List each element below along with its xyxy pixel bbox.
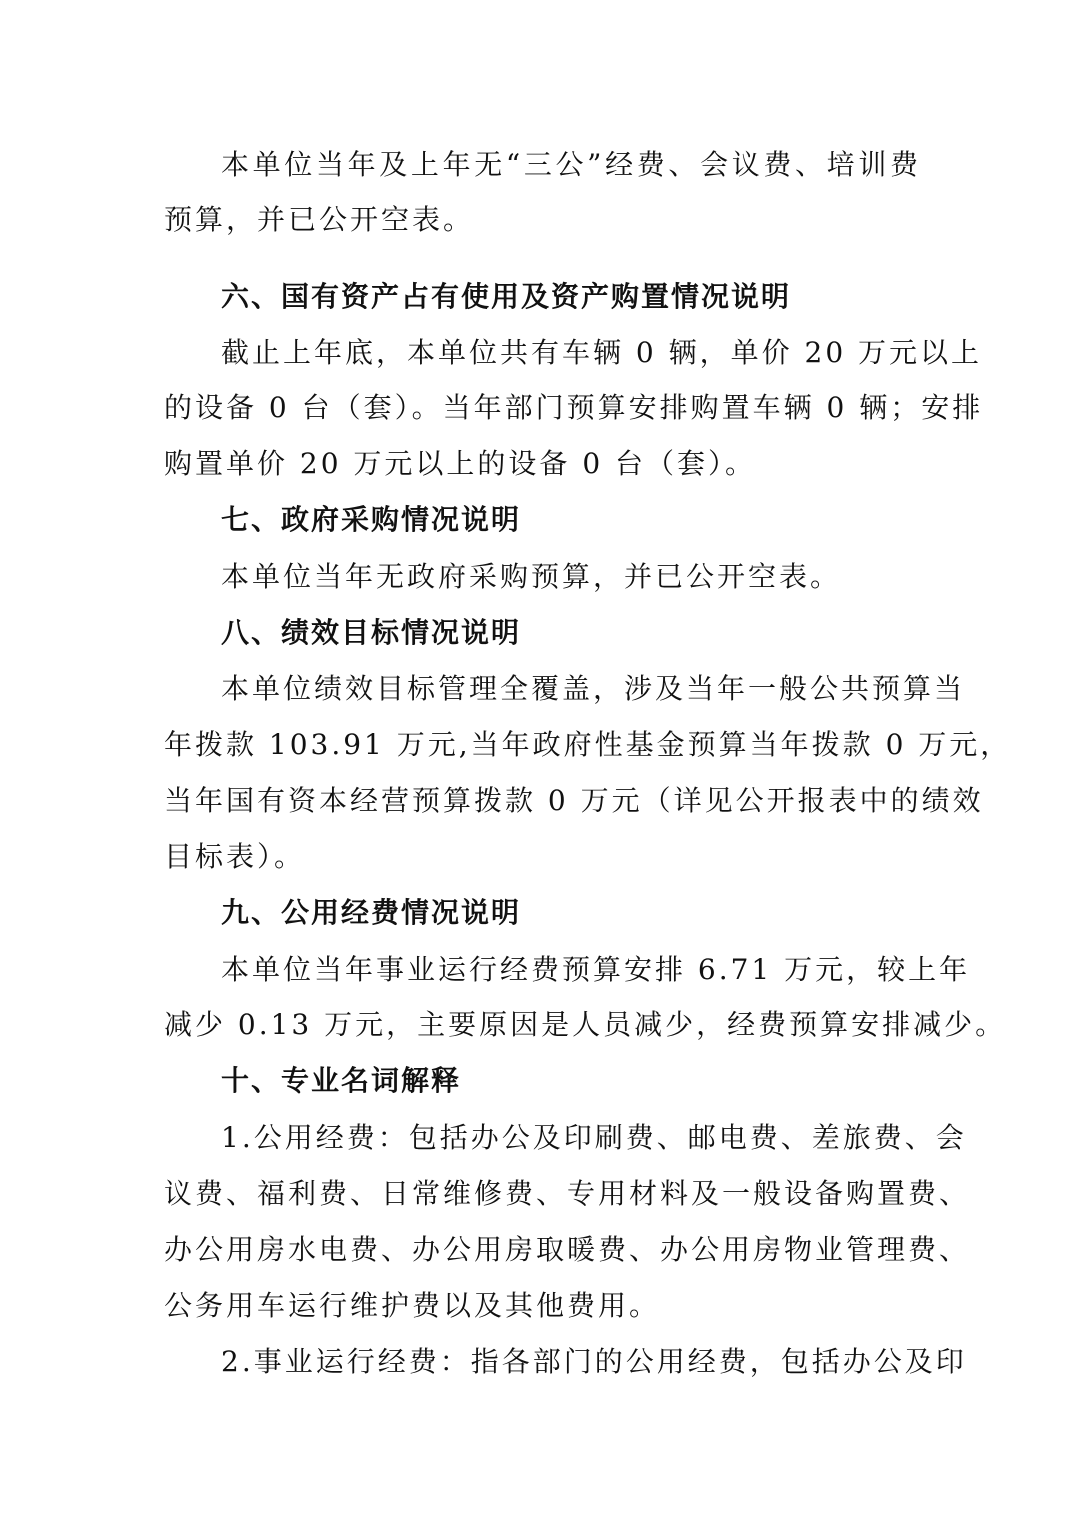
paragraph-line: 减少 0.13 万元，主要原因是人员减少，经费预算安排减少。 bbox=[164, 1008, 1007, 1041]
paragraph-line: 截止上年底，本单位共有车辆 0 辆，单价 20 万元以上 bbox=[221, 336, 983, 369]
paragraph-line: 本单位当年及上年无“三公”经费、会议费、培训费 bbox=[221, 148, 921, 181]
section-heading: 八、绩效目标情况说明 bbox=[221, 616, 522, 649]
section-heading: 九、公用经费情况说明 bbox=[221, 896, 522, 929]
paragraph-line: 办公用房水电费、办公用房取暖费、办公用房物业管理费、 bbox=[164, 1233, 971, 1266]
section-heading: 十、专业名词解释 bbox=[221, 1064, 462, 1097]
paragraph-line: 预算，并已公开空表。 bbox=[164, 203, 475, 236]
paragraph-line: 购置单价 20 万元以上的设备 0 台（套）。 bbox=[164, 447, 757, 480]
paragraph-line: 1.公用经费：包括办公及印刷费、邮电费、差旅费、会 bbox=[221, 1121, 967, 1154]
paragraph-line: 目标表）。 bbox=[164, 840, 306, 873]
section-heading: 六、国有资产占有使用及资产购置情况说明 bbox=[221, 280, 792, 313]
paragraph-line: 本单位当年无政府采购预算，并已公开空表。 bbox=[221, 560, 842, 593]
paragraph-line: 2.事业运行经费：指各部门的公用经费，包括办公及印 bbox=[221, 1345, 967, 1378]
paragraph-line: 当年国有资本经营预算拨款 0 万元（详见公开报表中的绩效 bbox=[164, 784, 984, 817]
section-heading: 七、政府采购情况说明 bbox=[221, 503, 522, 536]
paragraph-line: 本单位当年事业运行经费预算安排 6.71 万元，较上年 bbox=[221, 953, 971, 986]
paragraph-line: 公务用车运行维护费以及其他费用。 bbox=[164, 1289, 661, 1322]
paragraph-line: 的设备 0 台（套）。当年部门预算安排购置车辆 0 辆；安排 bbox=[164, 391, 984, 424]
paragraph-line: 本单位绩效目标管理全覆盖，涉及当年一般公共预算当 bbox=[221, 672, 966, 705]
paragraph-line: 年拨款 103.91 万元,当年政府性基金预算当年拨款 0 万元， bbox=[164, 728, 1012, 761]
paragraph-line: 议费、福利费、日常维修费、专用材料及一般设备购置费、 bbox=[164, 1177, 971, 1210]
